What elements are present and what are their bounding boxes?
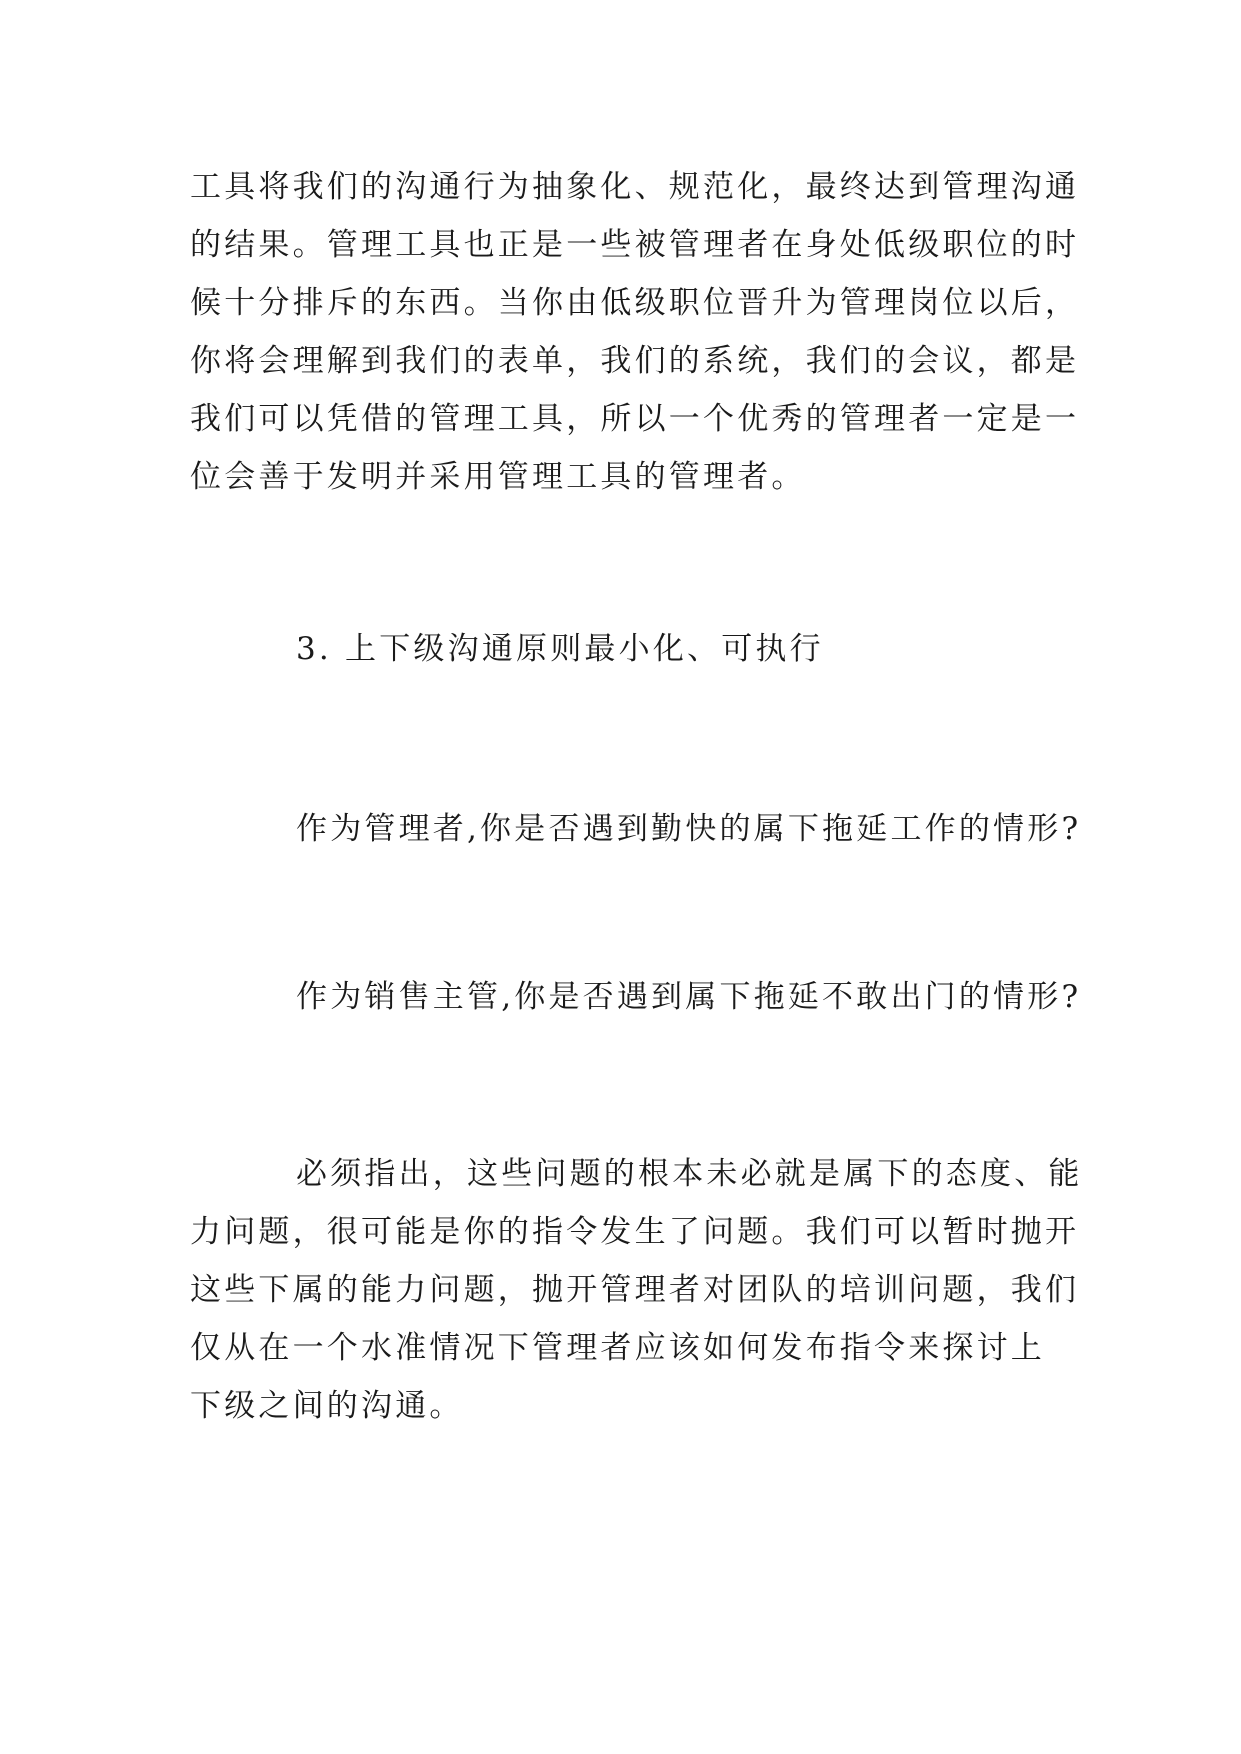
paragraph-line: 力问题，很可能是你的指令发生了问题。我们可以暂时抛开 [190, 1214, 1080, 1250]
paragraph-line: 我们可以凭借的管理工具，所以一个优秀的管理者一定是一 [190, 401, 1080, 437]
question-sales-supervisor [296, 968, 1082, 1026]
paragraph-line: 仅从在一个水准情况下管理者应该如何发布指令来探讨上 [190, 1330, 1045, 1366]
paragraph-line: 位会善于发明并采用管理工具的管理者。 [190, 459, 806, 495]
paragraph-line: 候十分排斥的东西。当你由低级职位晋升为管理岗位以后， [190, 285, 1080, 321]
paragraph-line: 下级之间的沟通。 [190, 1388, 464, 1424]
paragraph-line: 这些下属的能力问题，抛开管理者对团队的培训问题，我们 [190, 1272, 1080, 1308]
paragraph-instructions [190, 1145, 1083, 1435]
paragraph-line: 你将会理解到我们的表单，我们的系统，我们的会议，都是 [190, 343, 1080, 379]
question-text: 作为销售主管,你是否遇到属下拖延不敢出门的情形? [296, 979, 1082, 1015]
paragraph-tools [190, 158, 1080, 506]
question-text: 作为管理者,你是否遇到勤快的属下拖延工作的情形? [296, 811, 1082, 847]
paragraph-line: 工具将我们的沟通行为抽象化、规范化，最终达到管理沟通 [190, 169, 1080, 205]
question-manager [296, 800, 1082, 858]
section-heading [296, 620, 1056, 678]
section-heading-text: 3. 上下级沟通原则最小化、可执行 [296, 631, 824, 667]
paragraph-line: 必须指出，这些问题的根本未必就是属下的态度、能 [296, 1156, 1083, 1192]
paragraph-line: 的结果。管理工具也正是一些被管理者在身处低级职位的时 [190, 227, 1080, 263]
